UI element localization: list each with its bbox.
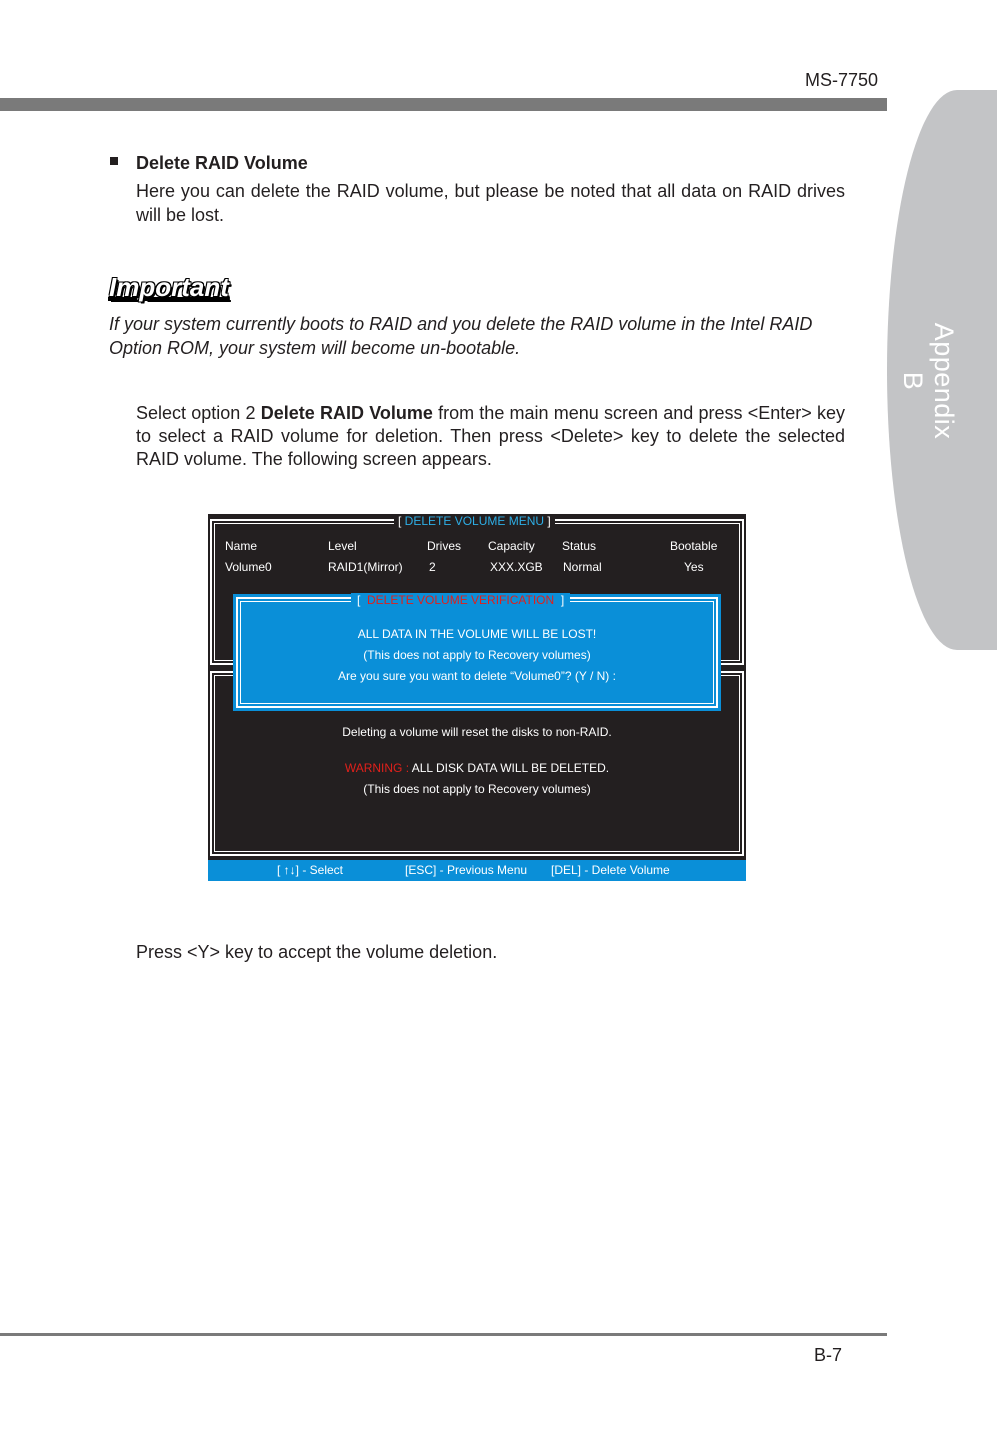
instruction-option: Delete RAID Volume [260,403,433,423]
row-level: RAID1(Mirror) [328,560,403,574]
bios-screen [208,514,746,881]
col-drives: Drives [427,539,462,553]
row-drives: 2 [429,560,436,574]
warning-line: WARNING : ALL DISK DATA WILL BE DELETED. [344,761,610,775]
menu-title: [ DELETE VOLUME MENU ] [394,514,555,528]
col-status: Status [562,539,597,553]
section-heading: Delete RAID Volume [136,153,308,173]
appendix-tab-label: Appendix B [898,322,959,440]
dialog-question[interactable]: Are you sure you want to delete “Volume0”? (Y / N) : [338,669,616,683]
instruction-paragraph [136,402,845,471]
dialog-note: (This does not apply to Recovery volumes) [363,648,591,662]
row-capacity: XXX.XGB [490,560,543,574]
info-note: (This does not apply to Recovery volumes) [363,782,591,796]
dialog-warning: ALL DATA IN THE VOLUME WILL BE LOST! [357,627,597,641]
row-bootable: Yes [684,560,704,574]
section-description: Here you can delete the RAID volume, but please be noted that all data on RAID drives will be lost. [136,181,845,225]
col-capacity: Capacity [488,539,535,553]
footer-del: [DEL] - Delete Volume [551,863,670,877]
model-number: MS-7750 [805,70,879,90]
col-level: Level [328,539,357,553]
col-bootable: Bootable [670,539,718,553]
col-name: Name [225,539,258,553]
bullet-square-icon [110,157,118,165]
instruction-suffix: from the main menu screen and press <Enter> key to select a RAID volume for deletion. Then press <Delete> key to delete the selected RAID volume. The following screen appears. [136,403,846,469]
footer-select: [ ↑↓] - Select [277,863,344,877]
footer-rule [0,1333,887,1336]
footer-esc: [ESC] - Previous Menu [405,863,528,877]
page-number: B-7 [814,1345,843,1365]
important-title: Important [109,272,229,302]
closing-instruction: Press <Y> key to accept the volume deletion. [136,942,498,962]
header-rule [0,98,887,111]
key-help-bar [208,860,746,881]
instruction-prefix: Select option 2 [136,403,261,423]
dialog-title: [ DELETE VOLUME VERIFICATION ] [351,593,570,607]
important-text: If your system currently boots to RAID and you delete the RAID volume in the Intel RAID Option ROM, your system will become un-bootable. [109,314,813,358]
verification-dialog [233,594,721,711]
row-name[interactable]: Volume0 [225,560,272,574]
info-text: Deleting a volume will reset the disks to non-RAID. [342,725,612,739]
row-status: Normal [563,560,602,574]
